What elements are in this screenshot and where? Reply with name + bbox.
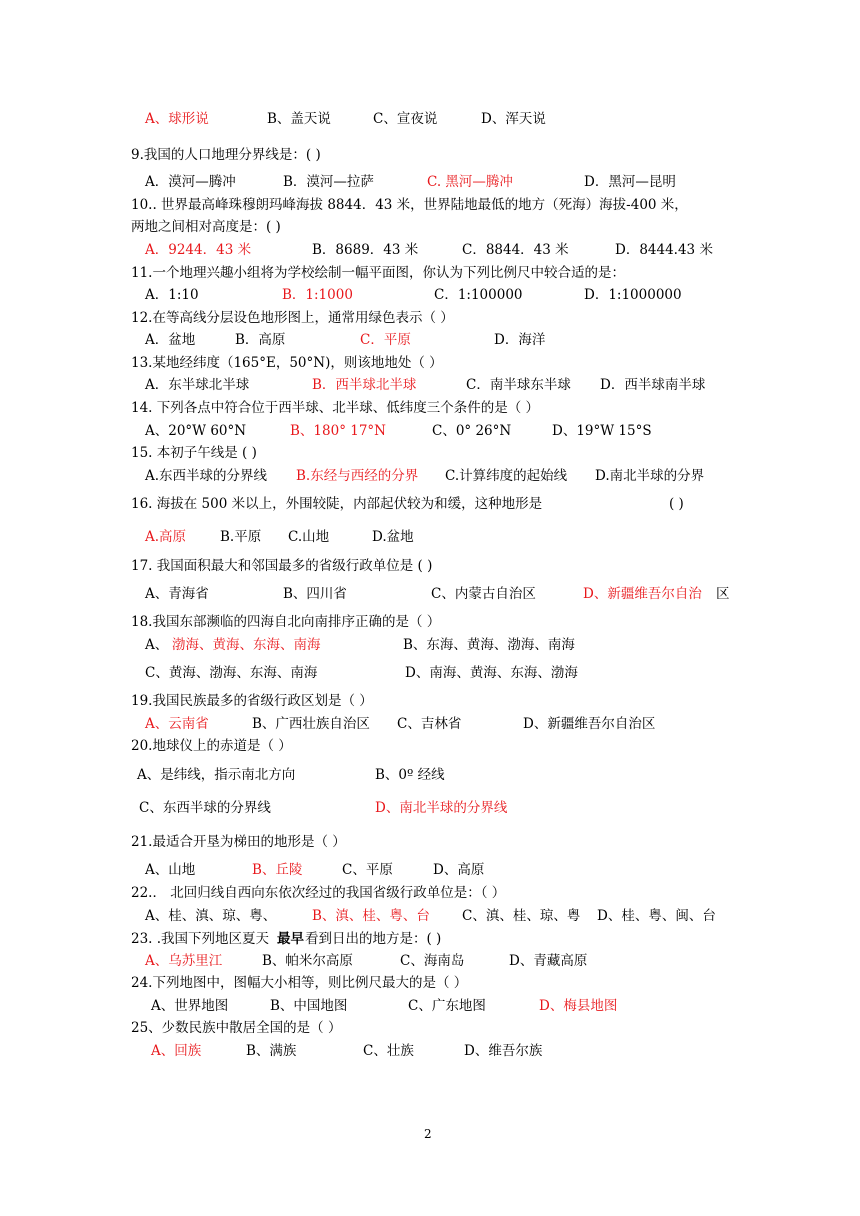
text-l11-seg-1: B．西半球北半球: [312, 377, 417, 393]
text-l7-seg-2: C．1:100000: [434, 287, 523, 303]
text-l29-seg-2: C、平原: [342, 862, 393, 878]
text-l13-seg-0: A、20°W 60°N: [145, 423, 247, 439]
text-l11-seg-3: D．西半球南半球: [600, 377, 706, 393]
text-l29-seg-3: D、高原: [433, 862, 485, 878]
text-l35-seg-3: D、梅县地图: [539, 998, 618, 1014]
text-l15-seg-1: B.东经与西经的分界: [296, 468, 419, 484]
text-l37-seg-2: C、壮族: [363, 1043, 414, 1059]
text-l36-seg-0: 25、少数民族中散居全国的是（ ）: [131, 1020, 342, 1036]
text-l30-seg-0: 22.． 北回归线自西向东依次经过的我国省级行政单位是：（ ）: [131, 885, 506, 901]
text-l8-seg-0: 12.在等高线分层设色地形图上，通常用绿色表示（ ）: [131, 310, 454, 326]
text-l17-seg-1: B.平原: [220, 529, 262, 545]
text-l35-seg-1: B、中国地图: [270, 998, 348, 1014]
text-l33-seg-1: B、帕米尔高原: [262, 953, 353, 969]
text-l19-seg-4: 区: [716, 586, 730, 602]
text-l17-seg-3: D.盆地: [372, 529, 414, 545]
text-l28-seg-0: 21.最适合开垦为梯田的地形是（ ）: [131, 834, 346, 850]
text-l15-seg-3: D.南北半球的分界: [595, 468, 705, 484]
text-l13-seg-3: D、19°W 15°S: [552, 423, 652, 439]
text-l29-seg-0: A、山地: [145, 862, 196, 878]
text-l24-seg-1: B、广西壮族自治区: [252, 716, 370, 732]
text-l35-seg-2: C、广东地图: [408, 998, 486, 1014]
text-l4-seg-0: 两地之间相对高度是：( ): [131, 219, 281, 235]
text-l37-seg-1: B、满族: [246, 1043, 297, 1059]
text-l0-seg-3: D、浑天说: [481, 111, 546, 127]
text-l18-seg-0: 17. 我国面积最大和邻国最多的省级行政单位是 ( ): [131, 558, 433, 574]
text-l23-seg-0: 19.我国民族最多的省级行政区划是（ ）: [131, 693, 373, 709]
text-l2-seg-2: C. 黑河—腾冲: [427, 174, 513, 190]
text-l0-seg-1: B、盖天说: [267, 111, 331, 127]
text-l21-seg-2: B、东海、黄海、渤海、南海: [403, 637, 575, 653]
text-l19-seg-3: D、新疆维吾尔自治: [583, 586, 702, 602]
text-l26-seg-1: B、0º 经线: [375, 767, 445, 783]
text-l9-seg-2: C．平原: [360, 332, 411, 348]
text-l5-seg-0: A．9244．43 米: [145, 242, 252, 258]
text-l9-seg-3: D．海洋: [494, 332, 546, 348]
text-l37-seg-3: D、维吾尔族: [464, 1043, 543, 1059]
text-l31-seg-0: A、桂、滇、琼、粤、: [145, 908, 277, 924]
text-l9-seg-0: A．盆地: [145, 332, 196, 348]
text-l24-seg-3: D、新疆维吾尔自治区: [523, 716, 656, 732]
text-l17-seg-2: C.山地: [288, 529, 330, 545]
text-l37-seg-0: A、回族: [151, 1043, 202, 1059]
text-l9-seg-1: B．高原: [235, 332, 286, 348]
text-l22-seg-1: D、南海、黄海、东海、渤海: [405, 665, 578, 681]
text-l21-seg-0: A、: [145, 637, 169, 653]
text-l20-seg-0: 18.我国东部濒临的四海自北向南排序正确的是（ ）: [131, 614, 441, 630]
text-l19-seg-2: C、内蒙古自治区: [431, 586, 536, 602]
text-l6-seg-0: 11.一个地理兴趣小组将为学校绘制一幅平面图，你认为下列比例尺中较合适的是：: [131, 265, 625, 281]
text-l2-seg-3: D．黑河—昆明: [584, 174, 676, 190]
text-l33-seg-2: C、海南岛: [400, 953, 465, 969]
text-l19-seg-1: B、四川省: [283, 586, 347, 602]
text-l32-seg-0: 23. .我国下列地区夏天: [131, 931, 270, 947]
text-l13-seg-2: C、0° 26°N: [432, 423, 512, 439]
text-l29-seg-1: B、丘陵: [252, 862, 303, 878]
text-l27-seg-0: C、东西半球的分界线: [139, 800, 271, 816]
text-l5-seg-3: D．8444.43 米: [615, 242, 713, 258]
text-l15-seg-2: C.计算纬度的起始线: [445, 468, 568, 484]
text-l19-seg-0: A、青海省: [145, 586, 209, 602]
text-l33-seg-3: D、青藏高原: [509, 953, 588, 969]
text-l32-seg-1: 最早: [277, 931, 304, 947]
text-l3-seg-0: 10.. 世界最高峰珠穆朗玛峰海拔 8844．43 米，世界陆地最低的地方（死海）海拔-400 米，: [131, 197, 688, 213]
text-l2-seg-1: B．漠河—拉萨: [283, 174, 374, 190]
text-l16-seg-0: 16. 海拔在 500 米以上，外围较陡，内部起伏较为和缓，这种地形是: [131, 496, 543, 512]
text-l24-seg-2: C、吉林省: [397, 716, 462, 732]
text-l33-seg-0: A、乌苏里江: [145, 953, 223, 969]
text-l25-seg-0: 20.地球仪上的赤道是（ ）: [131, 738, 292, 754]
text-l34-seg-0: 24.下列地图中，图幅大小相等，则比例尺最大的是（ ）: [131, 975, 468, 991]
text-l26-seg-0: A、是纬线，指示南北方向: [137, 767, 296, 783]
text-l7-seg-1: B．1:1000: [282, 287, 353, 303]
text-l7-seg-3: D．1:1000000: [584, 287, 682, 303]
text-l5-seg-1: B．8689．43 米: [312, 242, 419, 258]
text-l31-seg-2: C、滇、桂、琼、粤: [462, 908, 581, 924]
text-l16-seg-1: ( ): [669, 496, 684, 512]
text-l24-seg-0: A、云南省: [145, 716, 209, 732]
text-l35-seg-0: A、世界地图: [151, 998, 229, 1014]
text-l22-seg-0: C、黄海、渤海、东海、南海: [145, 665, 318, 681]
text-l11-seg-2: C．南半球东半球: [466, 377, 571, 393]
text-l1-seg-0: 9.我国的人口地理分界线是：( ): [131, 147, 321, 163]
text-l2-seg-0: A．漠河—腾冲: [145, 174, 236, 190]
text-l31-seg-3: D、桂、粤、闽、台: [597, 908, 716, 924]
text-l14-seg-0: 15. 本初子午线是 ( ): [131, 445, 257, 461]
text-l31-seg-1: B、滇、桂、粤、台: [312, 908, 430, 924]
text-l32-seg-2: 看到日出的地方是：( ): [305, 931, 442, 947]
text-l13-seg-1: B、180° 17°N: [290, 423, 386, 439]
text-l10-seg-0: 13.某地经纬度（165°E，50°N)，则该地地处（ ）: [131, 355, 443, 371]
text-l0-seg-2: C、宣夜说: [373, 111, 438, 127]
text-l11-seg-0: A．东半球北半球: [145, 377, 250, 393]
page-number: 2: [424, 1127, 432, 1141]
text-l15-seg-0: A.东西半球的分界线: [145, 468, 268, 484]
text-l17-seg-0: A.高原: [145, 529, 187, 545]
text-l12-seg-0: 14. 下列各点中符合位于西半球、北半球、低纬度三个条件的是（ ）: [131, 400, 540, 416]
text-l0-seg-0: A、球形说: [145, 111, 209, 127]
text-l5-seg-2: C．8844．43 米: [462, 242, 569, 258]
text-l21-seg-1: 渤海、黄海、东海、南海: [172, 637, 321, 653]
text-l27-seg-1: D、南北半球的分界线: [375, 800, 508, 816]
text-l7-seg-0: A．1:10: [145, 287, 199, 303]
